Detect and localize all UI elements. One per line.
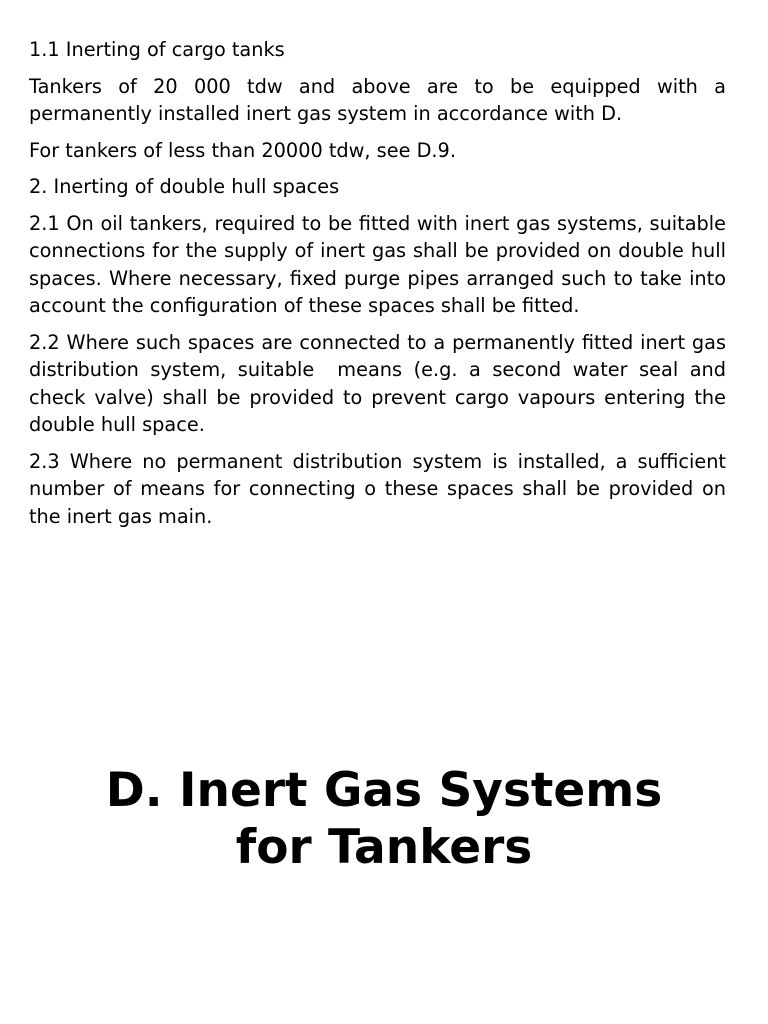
paragraph-2-1: 2.1 On oil tankers, required to be fitted with inert gas systems, suitable connections for the supply of inert gas shall be provided on double hull spaces. Where necessary, fixed purge pipes arranged such to take into account the configuration of these spaces shall be fitted. bbox=[29, 211, 733, 317]
page-title-line-1: D. Inert Gas Systems bbox=[105, 763, 663, 818]
paragraph-2-3: 2.3 Where no permanent distribution system is installed, a sufficient number of means for connecting o these spaces shall be provided on the inert gas main. bbox=[29, 449, 733, 528]
section-heading-1-1: 1.1 Inerting of cargo tanks bbox=[29, 38, 285, 61]
document-body bbox=[29, 36, 733, 539]
paragraph-less-than-20000: For tankers of less than 20000 tdw, see D.9. bbox=[29, 138, 456, 162]
page-title-line-2: for Tankers bbox=[235, 820, 533, 875]
page-title bbox=[0, 762, 768, 876]
paragraph-tankers-20000: Tankers of 20 000 tdw and above are to be equipped with a permanently installed inert gas system in accordance with D. bbox=[29, 74, 733, 125]
section-heading-2: 2. Inerting of double hull spaces bbox=[29, 175, 340, 198]
paragraph-2-2: 2.2 Where such spaces are connected to a permanently fitted inert gas distribution system, suitable means (e.g. a second water seal and check valve) shall be provided to prevent cargo vapours entering the double hull space. bbox=[29, 330, 733, 436]
